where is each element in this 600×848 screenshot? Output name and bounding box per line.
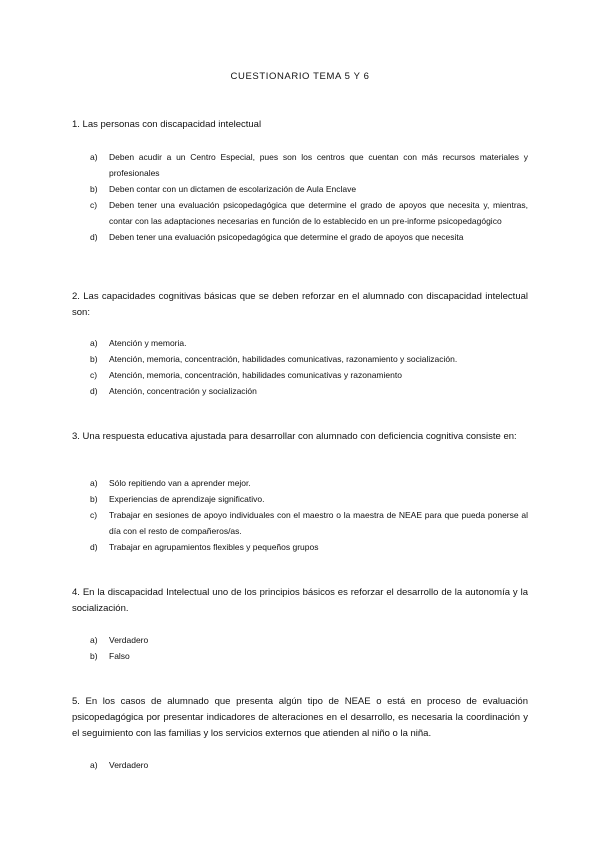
option-3b: b) Experiencias de aprendizaje significativo. bbox=[90, 494, 265, 504]
question-text: 4. En la discapacidad Intelectual uno de los principios básicos es reforzar el desarrollo de la autonomía y la socialización. bbox=[72, 587, 528, 614]
options-list-3 bbox=[90, 475, 528, 555]
question-text: 5. En los casos de alumnado que presenta algún tipo de NEAE o está en proceso de evaluación psicopedagógica por presentar indicadores de alteraciones en el desarrollo, es necesaria la coordinación y el seguimiento con las familias y los servicios externos que atienden al niño o la niña. bbox=[72, 696, 528, 739]
question-3 bbox=[72, 429, 528, 445]
options-list-2 bbox=[90, 335, 528, 399]
option-3d: d) Trabajar en agrupamientos flexibles y pequeños grupos bbox=[90, 542, 319, 552]
option-1d: d) Deben tener una evaluación psicopedagógica que determine el grado de apoyos que necesita bbox=[90, 232, 464, 242]
option-1a: a) Deben acudir a un Centro Especial, pues son los centros que cuentan con más recursos materiales y profesionales bbox=[90, 152, 528, 178]
option-3a: a) Sólo repitiendo van a aprender mejor. bbox=[90, 478, 251, 488]
option-3c: c) Trabajar en sesiones de apoyo individuales con el maestro o la maestra de NEAE para que pueda ponerse al día con el resto de compañeros/as. bbox=[90, 510, 528, 536]
option-1c: c) Deben tener una evaluación psicopedagógica que determine el grado de apoyos que necesita y, mientras, contar con las adaptaciones necesarias en función de lo establecido en un pre-informe psicopedagógico bbox=[90, 200, 528, 226]
document-title: CUESTIONARIO TEMA 5 Y 6 bbox=[230, 71, 370, 82]
option-2b: b) Atención, memoria, concentración, habilidades comunicativas, razonamiento y socialización. bbox=[90, 354, 458, 364]
option-1b: b) Deben contar con un dictamen de escolarización de Aula Enclave bbox=[90, 184, 357, 194]
question-1 bbox=[72, 117, 528, 133]
options-list-4 bbox=[90, 632, 528, 664]
question-text: 2. Las capacidades cognitivas básicas que se deben reforzar en el alumnado con discapacidad intelectual son: bbox=[72, 291, 528, 318]
options-list-1 bbox=[90, 149, 528, 245]
question-text: 1. Las personas con discapacidad intelectual bbox=[72, 119, 262, 130]
option-4a: a) Verdadero bbox=[90, 635, 149, 645]
option-2a: a) Atención y memoria. bbox=[90, 338, 187, 348]
option-2d: d) Atención, concentración y socialización bbox=[90, 386, 257, 396]
option-4b: b) Falso bbox=[90, 651, 130, 661]
question-text: 3. Una respuesta educativa ajustada para desarrollar con alumnado con deficiencia cognitiva consiste en: bbox=[72, 431, 517, 442]
question-4 bbox=[72, 585, 528, 617]
options-list-5 bbox=[90, 757, 528, 773]
option-5a: a) Verdadero bbox=[90, 760, 149, 770]
question-5 bbox=[72, 694, 528, 742]
option-2c: c) Atención, memoria, concentración, habilidades comunicativas y razonamiento bbox=[90, 370, 402, 380]
question-2 bbox=[72, 289, 528, 321]
